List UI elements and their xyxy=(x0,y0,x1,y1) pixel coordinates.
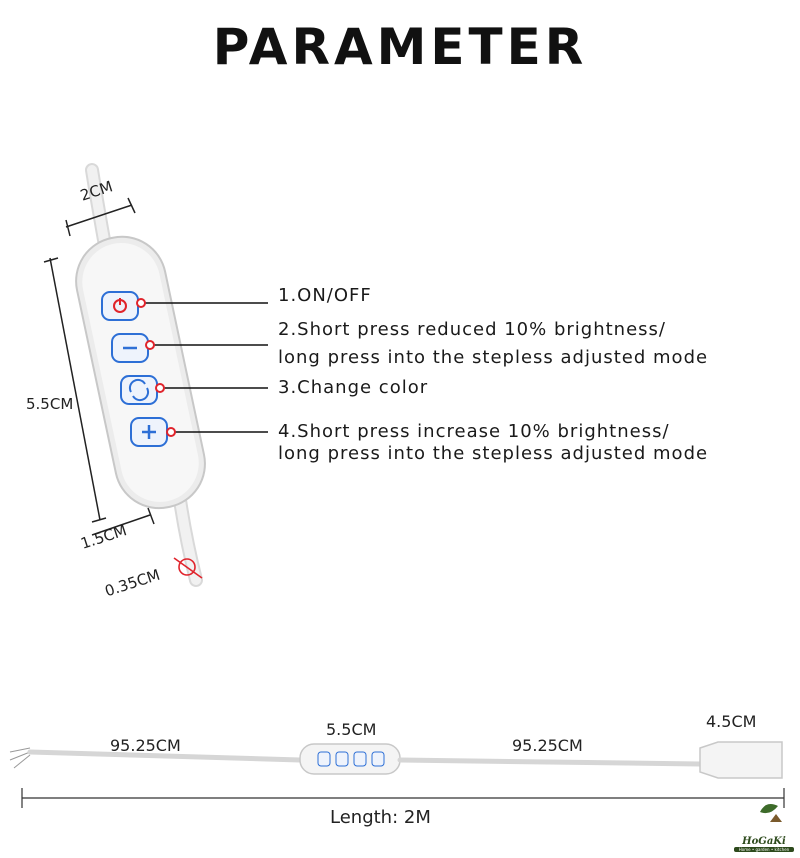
total-length-label: Length: 2M xyxy=(330,807,431,828)
inline-switch xyxy=(300,744,400,774)
button-2-label: 2.Short press reduced 10% brightness/ xyxy=(278,319,666,340)
page-title: PARAMETER xyxy=(212,18,588,76)
logo-brand: HoGaKi xyxy=(742,836,786,847)
button-4-label-line2: long press into the stepless adjusted mode xyxy=(278,443,709,464)
power-button xyxy=(102,292,138,320)
plus-button xyxy=(131,418,167,446)
cable-diameter-label: 0.35CM xyxy=(102,565,163,601)
controller-body xyxy=(68,229,213,517)
logo-icon xyxy=(760,804,782,822)
color-button xyxy=(121,376,157,404)
minus-button xyxy=(112,334,148,362)
usb-plug xyxy=(700,742,782,778)
button-4-label: 4.Short press increase 10% brightness/ xyxy=(278,421,670,442)
thickness-label: 1.5CM xyxy=(78,521,129,553)
width-label: 2CM xyxy=(78,177,115,205)
button-1-label: 1.ON/OFF xyxy=(278,285,372,306)
switch-length-label: 5.5CM xyxy=(326,720,377,739)
logo-tagline: Home • garden • kitchen xyxy=(734,847,794,852)
button-2-label-line2: long press into the stepless adjusted mode xyxy=(278,347,709,368)
logo xyxy=(734,822,794,852)
button-3-label: 3.Change color xyxy=(278,377,429,398)
right-cable-label: 95.25CM xyxy=(512,736,583,755)
plug-length-label: 4.5CM xyxy=(706,712,757,731)
left-cable-label: 95.25CM xyxy=(110,736,181,755)
length-label: 5.5CM xyxy=(26,395,74,413)
